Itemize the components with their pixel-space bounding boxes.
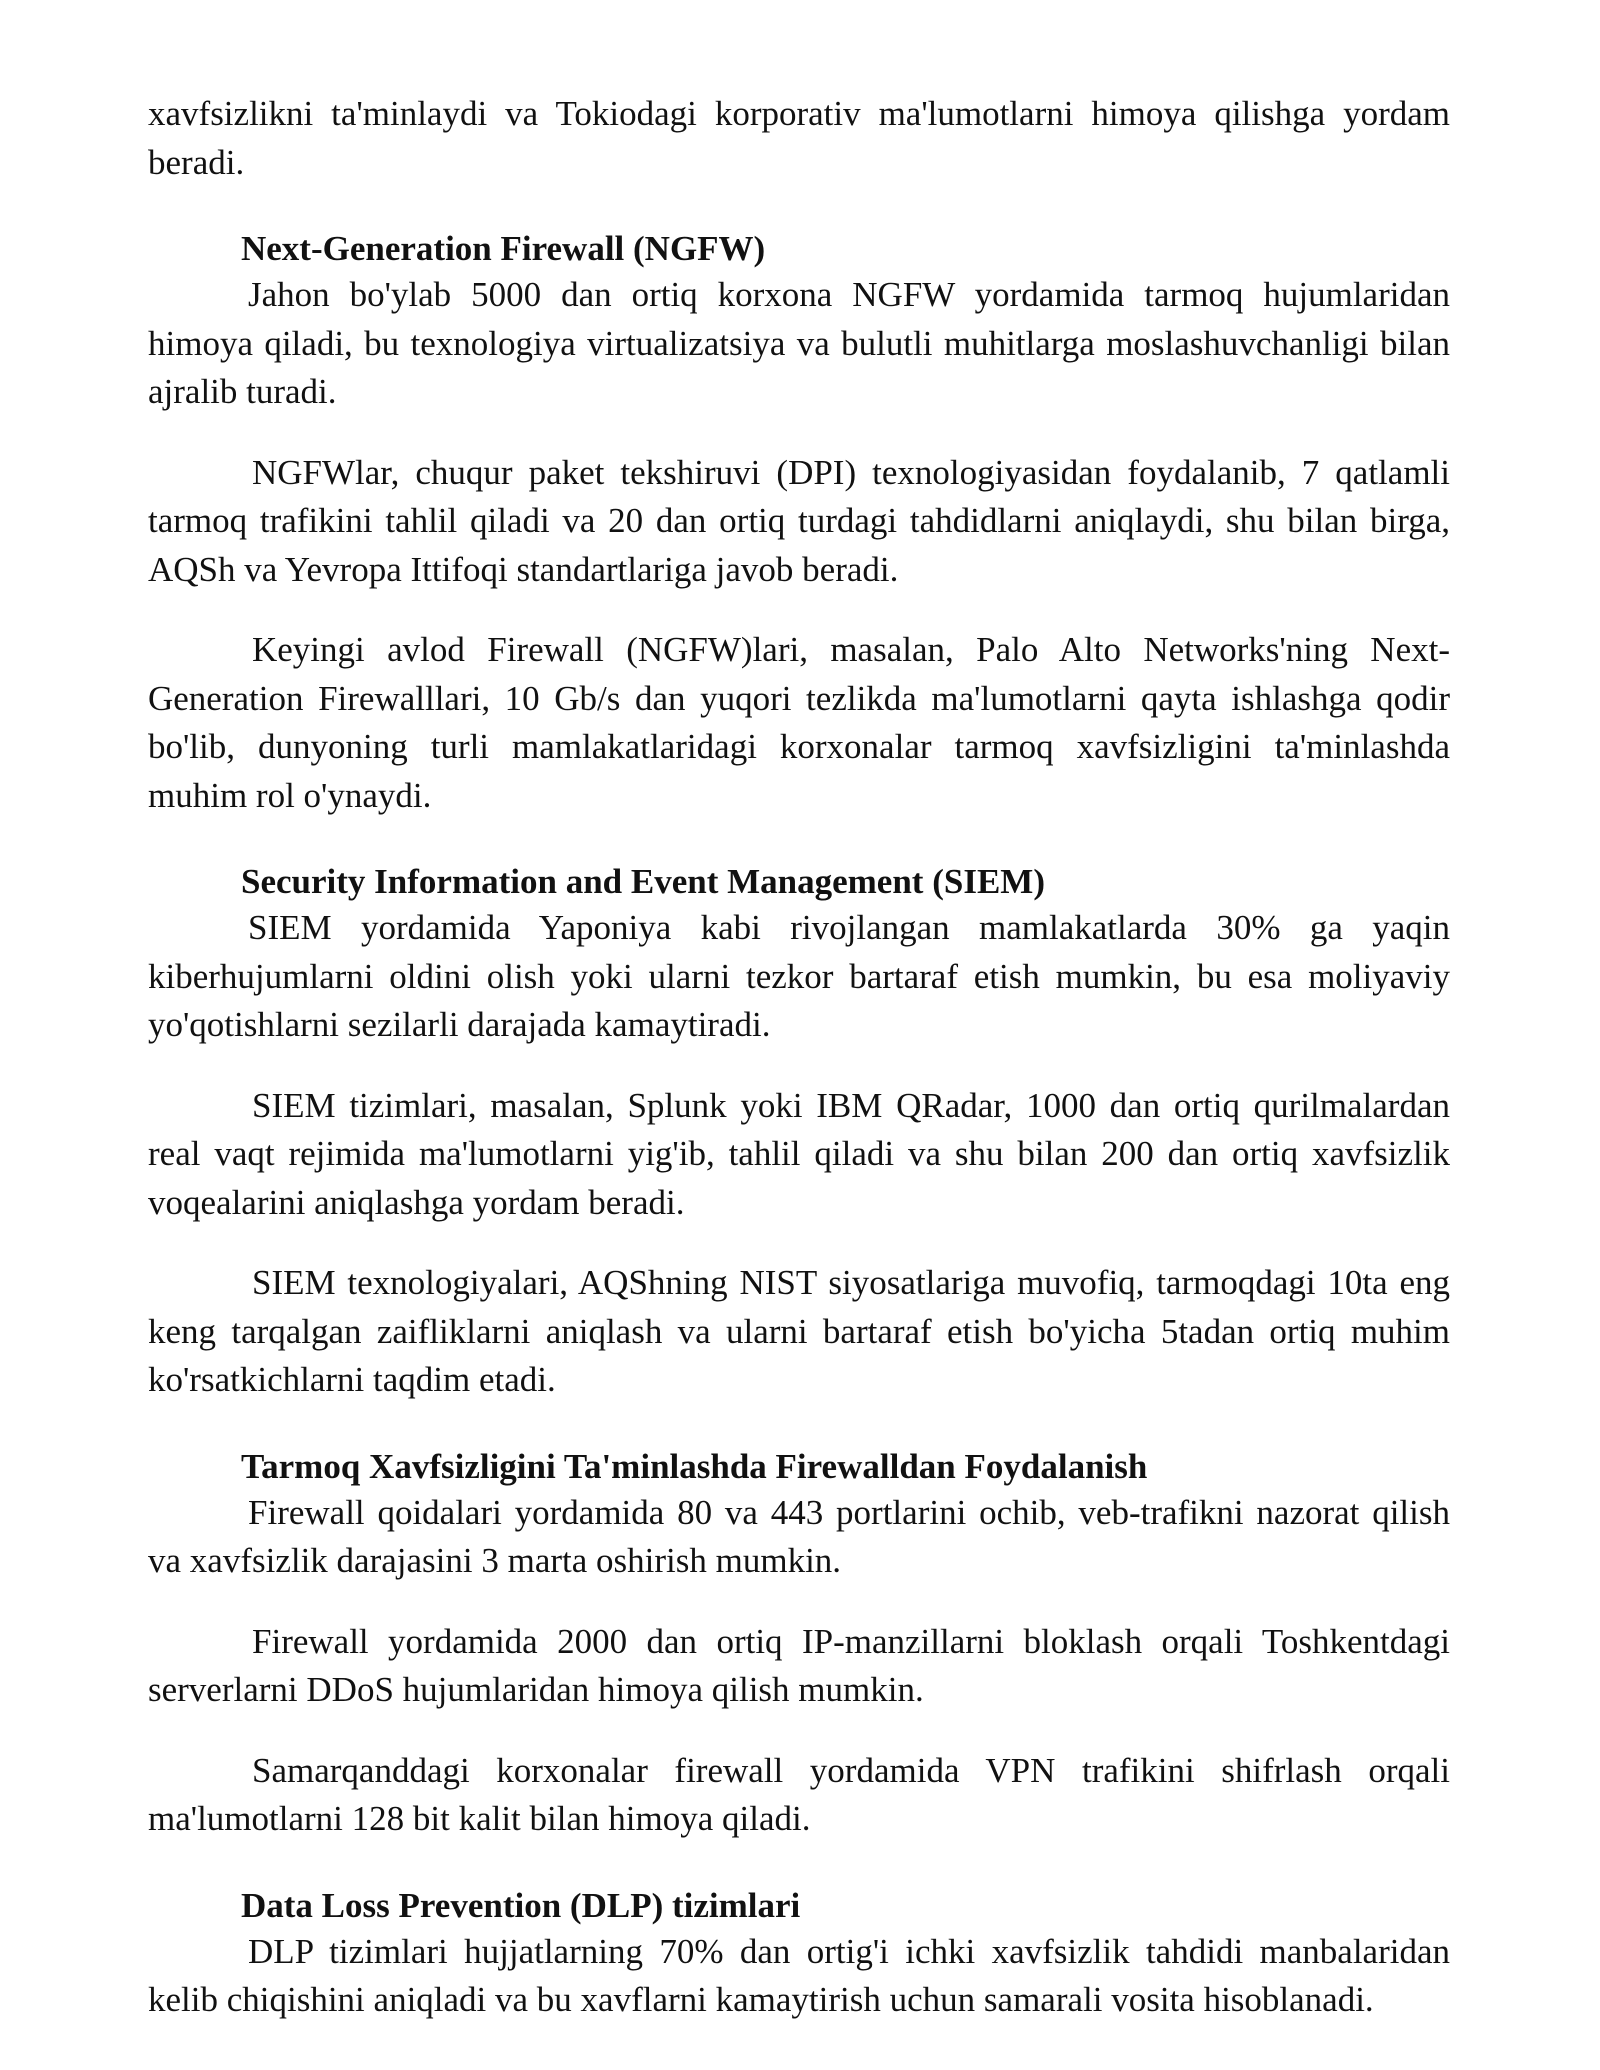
heading-firewall: Tarmoq Xavfsizligini Ta'minlashda Firewalldan Foydalanish	[241, 1446, 1148, 1486]
heading-siem: Security Information and Event Management (SIEM)	[241, 862, 1045, 901]
paragraph-siem-3: SIEM texnologiyalari, AQShning NIST siyosatlariga muvofiq, tarmoqdagi 10ta eng keng tarqalgan zaifliklarni aniqlash va ularni bartaraf etish bo'yicha 5tadan ortiq muhim ko'rsatkichlarni taqdim etadi.	[148, 1263, 1450, 1399]
paragraph-ngfw-1: Jahon bo'ylab 5000 dan ortiq korxona NGFW yordamida tarmoq hujumlaridan himoya qiladi, bu texnologiya virtualizatsiya va bulutli muhitlarga moslashuvchanligi bilan ajralib turadi.	[148, 275, 1450, 411]
paragraph-continued: xavfsizlikni ta'minlaydi va Tokiodagi korporativ ma'lumotlarni himoya qilishga yordam beradi.	[148, 94, 1450, 182]
paragraph-firewall-2: Firewall yordamida 2000 dan ortiq IP-manzillarni bloklash orqali Toshkentdagi serverlarni DDoS hujumlaridan himoya qilish mumkin.	[148, 1621, 1450, 1709]
paragraph-firewall-3: Samarqanddagi korxonalar firewall yordamida VPN trafikini shifrlash orqali ma'lumotlarni 128 bit kalit bilan himoya qiladi.	[148, 1750, 1450, 1838]
paragraph-ngfw-3: Keyingi avlod Firewall (NGFW)lari, masalan, Palo Alto Networks'ning Next-Generation Firewalllari, 10 Gb/s dan yuqori tezlikda ma'lumotlarni qayta ishlashga qodir bo'lib, dunyoning turli mamlakatlaridagi korxonalar tarmoq xavfsizligini ta'minlashda muhim rol o'ynaydi.	[148, 630, 1450, 815]
paragraph-dlp-1: DLP tizimlari hujjatlarning 70% dan ortig'i ichki xavfsizlik tahdidi manbalaridan kelib chiqishini aniqladi va bu xavflarni kamaytirish uchun samarali vosita hisoblanadi.	[148, 1931, 1450, 2019]
document-page	[148, 90, 1450, 2025]
paragraph-siem-1: SIEM yordamida Yaponiya kabi rivojlangan mamlakatlarda 30% ga yaqin kiberhujumlarni oldini olish yoki ularni tezkor bartaraf etish mumkin, bu esa moliyaviy yo'qotishlarni sezilarli darajada kamaytiradi.	[148, 908, 1450, 1044]
paragraph-ngfw-2: NGFWlar, chuqur paket tekshiruvi (DPI) texnologiyasidan foydalanib, 7 qatlamli tarmoq trafikini tahlil qiladi va 20 dan ortiq turdagi tahdidlarni aniqlaydi, shu bilan birga, AQSh va Yevropa Ittifoqi standartlariga javob beradi.	[148, 452, 1450, 589]
paragraph-firewall-1: Firewall qoidalari yordamida 80 va 443 portlarini ochib, veb-trafikni nazorat qilish va xavfsizlik darajasini 3 marta oshirish mumkin.	[148, 1492, 1450, 1580]
paragraph-siem-2: SIEM tizimlari, masalan, Splunk yoki IBM QRadar, 1000 dan ortiq qurilmalardan real vaqt rejimida ma'lumotlarni yig'ib, tahlil qiladi va shu bilan 200 dan ortiq xavfsizlik voqealarini aniqlashga yordam beradi.	[148, 1085, 1450, 1222]
heading-dlp: Data Loss Prevention (DLP) tizimlari	[241, 1885, 801, 1925]
heading-ngfw: Next-Generation Firewall (NGFW)	[241, 229, 766, 268]
